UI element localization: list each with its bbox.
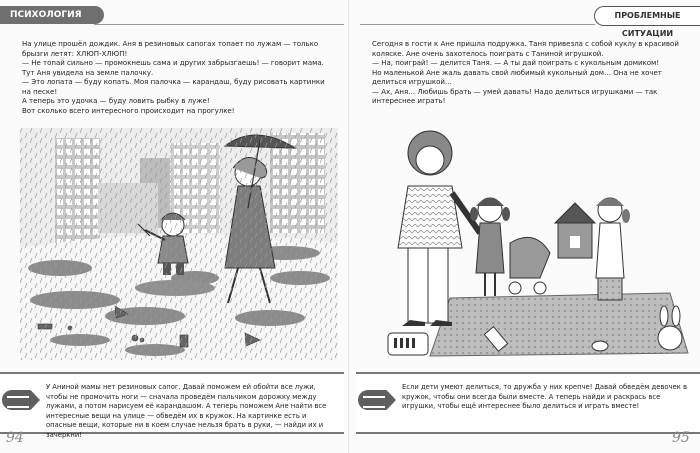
story-text-right (372, 40, 682, 107)
story-paragraph: — Не топай сильно — промокнешь сама и других забрызгаешь! — говорит мама. (22, 59, 324, 67)
task-text-left: У Аниной мамы нет резиновых сапог. Давай поможем ей обойти все лужи, чтобы не промочить ноги — сначала проведём пальчиком дорожку между лужами, а потом нарисуем её карандашом. А теперь поможем Ане найти все интересные вещи на улице — обведём их в кружок. На картинке есть и опасные вещи, которые ни в коем случае нельзя брать в руки, — найди их и зачеркни! (46, 383, 327, 439)
rug (430, 293, 688, 356)
right-page (350, 0, 700, 453)
task-arrow-icon (358, 390, 396, 410)
header-rule (360, 24, 595, 25)
story-paragraph: Но маленькой Ане жаль давать свой любимый кукольный дом… Она не хочет делиться игрушкой… (372, 68, 662, 86)
task-panel-right (356, 372, 700, 434)
task-arrow-icon (2, 390, 40, 410)
story-paragraph: — Ах, Аня… Любишь брать — умей давать! Надо делиться игрушками — так интереснее играть! (372, 87, 658, 105)
story-text-left (22, 40, 332, 116)
header-rule (94, 24, 344, 25)
girl-tanya (470, 198, 510, 296)
story-paragraph: — На, поиграй! — делится Таня. — А ты дай поиграть с кукольным домиком! (372, 59, 660, 67)
mother (398, 131, 480, 326)
story-paragraph: Тут Аня увидела на земле палочку. (22, 68, 154, 77)
rain-walk-illustration (20, 128, 338, 360)
task-text-right: Если дети умеют делиться, то дружба у них крепче! Давай обведём девочек в кружок, чтобы они всегда были вместе. А теперь найди и раскрась все игрушки, чтобы ещё интереснее было делиться и играть вместе! (402, 383, 688, 410)
doll-stroller (509, 237, 550, 294)
page-number-right: 95 (672, 430, 690, 446)
sharing-toys-illustration (370, 128, 690, 364)
dollhouse (555, 203, 595, 258)
story-paragraph: Сегодня в гости к Ане пришла подружка. Таня привезла с собой куклу в красивой коляске. Ане очень захотелось поиграть с Таниной игрушкой. (372, 40, 679, 58)
story-paragraph: — Это лопата — буду копать. Моя палочка — карандаш, буду рисовать картинки на песке! (22, 78, 325, 96)
story-paragraph: А теперь это удочка — буду ловить рыбку в луже! (22, 97, 210, 105)
section-tab-problem-situations: ПРОБЛЕМНЫЕ СИТУАЦИИ (594, 6, 700, 26)
toy-mouse (592, 341, 608, 351)
section-tab-psychology: ПСИХОЛОГИЯ (0, 6, 104, 24)
sharing-scene-drawing (370, 128, 690, 364)
page-number-left: 94 (6, 430, 24, 446)
rain-scene-drawing (20, 128, 338, 360)
girl-anya (596, 198, 630, 300)
story-paragraph: На улице прошёл дождик. Аня в резиновых сапогах топает по лужам — только брызги летят: ХЛЮП-ХЛЮП! (22, 40, 319, 58)
story-paragraph: Вот сколько всего интересного происходит на прогулке! (22, 106, 235, 115)
